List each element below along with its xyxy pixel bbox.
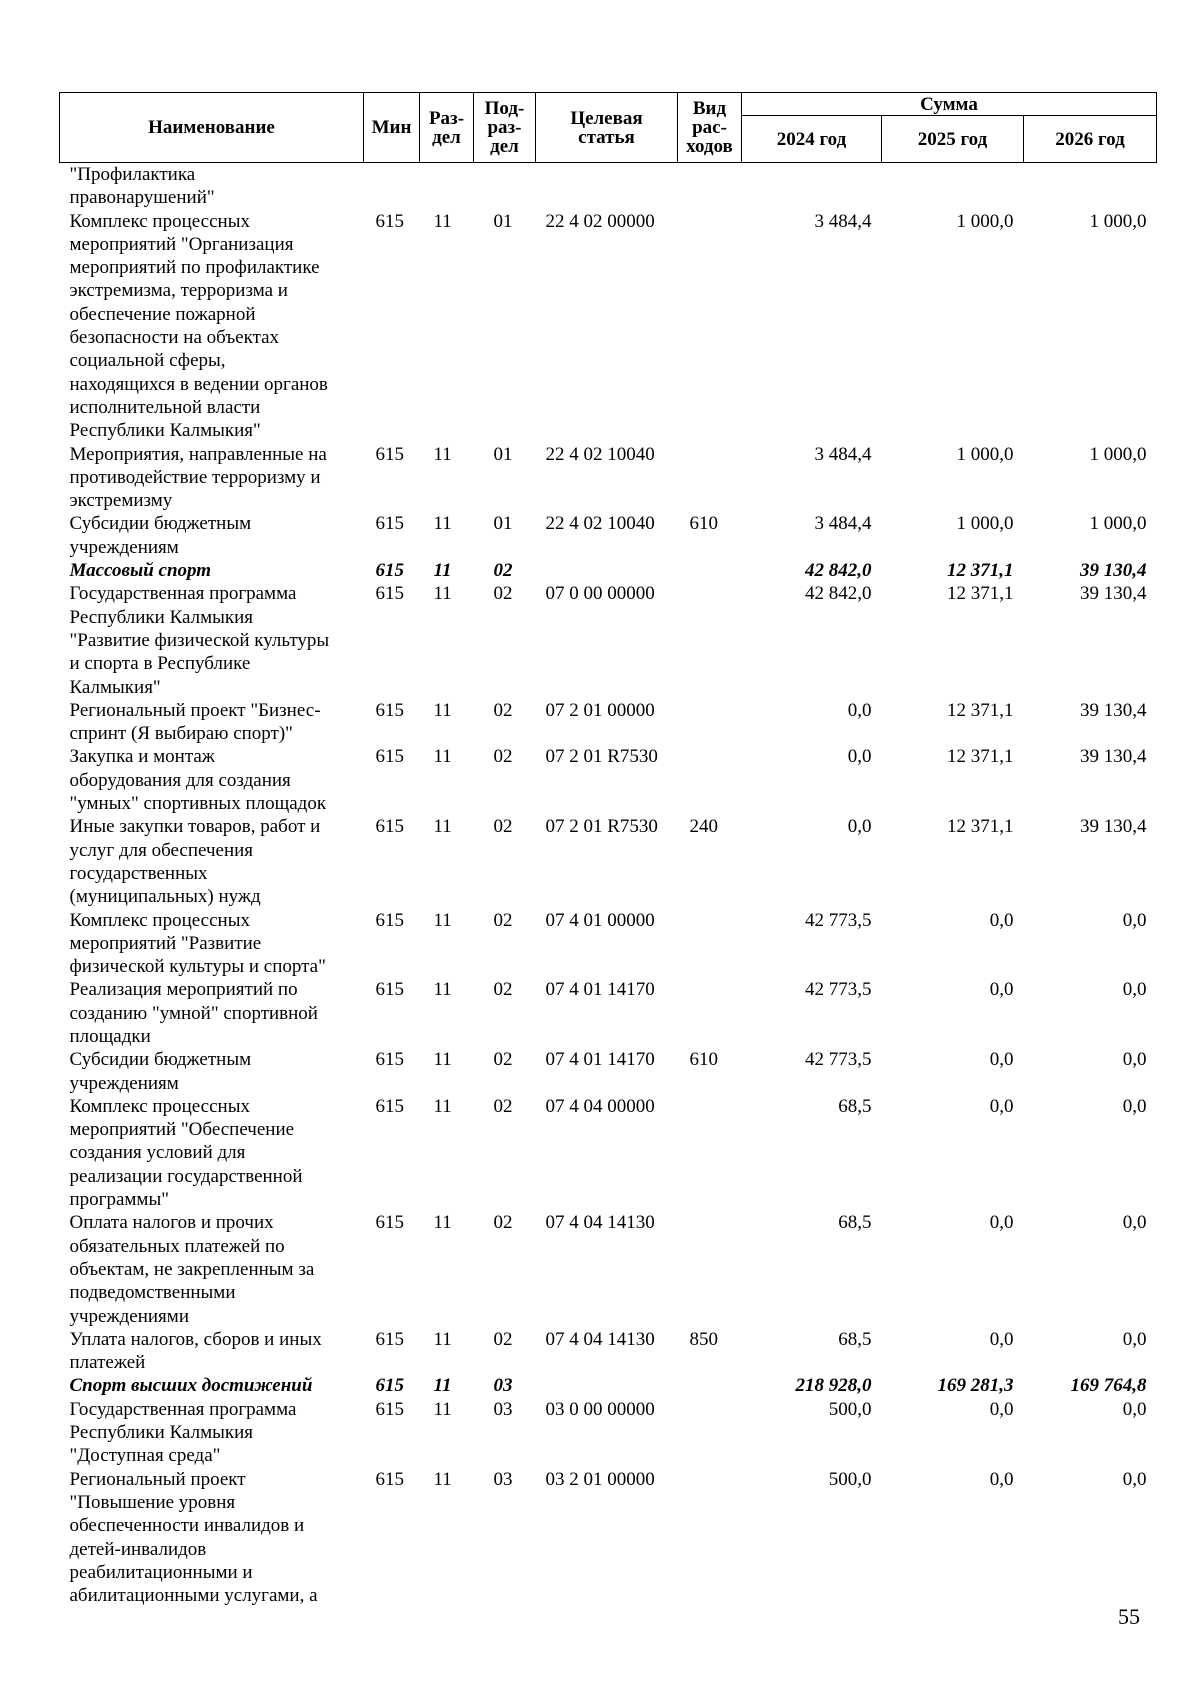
row-amount-2025: 0,0 <box>989 1398 1014 1420</box>
row-name: Субсидии бюджетным учреждениям <box>69 513 252 558</box>
row-podrazdel: 02 <box>493 560 513 582</box>
row-podrazdel: 01 <box>493 443 513 465</box>
row-name: Субсидии бюджетным учреждениям <box>69 1049 252 1094</box>
row-amount-2024: 3 484,4 <box>814 513 872 535</box>
row-amount-2026: 39 130,4 <box>1080 560 1147 582</box>
row-amount-2026: 1 000,0 <box>1089 210 1147 232</box>
table-row <box>60 815 1157 908</box>
row-amount-2025: 1 000,0 <box>956 443 1014 465</box>
page-number: 55 <box>1118 1604 1140 1629</box>
row-name: Мероприятия, направленные на противодействие терроризму и экстремизму <box>69 443 327 512</box>
row-amount-2024: 500,0 <box>828 1468 872 1490</box>
table-row <box>60 1398 1157 1468</box>
row-podrazdel: 02 <box>493 979 513 1001</box>
row-razdel: 11 <box>433 1328 452 1350</box>
row-ministry: 615 <box>375 816 404 838</box>
row-vid-rashodov <box>678 1398 742 1468</box>
row-podrazdel: 02 <box>493 816 513 838</box>
row-celevaya-statya: 07 4 04 14130 <box>545 1212 655 1234</box>
row-razdel: 11 <box>433 583 452 605</box>
row-amount-2025: 0,0 <box>989 1049 1014 1071</box>
table-header <box>60 93 1157 163</box>
row-celevaya-statya: 03 0 00 00000 <box>545 1398 655 1420</box>
row-vid-rashodov <box>678 559 742 582</box>
table-row <box>60 512 1157 559</box>
row-vid-rashodov <box>678 443 742 513</box>
table-row <box>60 443 1157 513</box>
row-vid-rashodov: 850 <box>689 1328 718 1350</box>
row-amount-2024: 42 842,0 <box>805 583 872 605</box>
row-vid-rashodov <box>678 163 742 210</box>
row-amount-2026: 0,0 <box>1122 1468 1147 1490</box>
row-ministry: 615 <box>375 979 404 1001</box>
row-name: Уплата налогов, сборов и иных платежей <box>69 1328 322 1374</box>
row-razdel: 11 <box>433 746 452 768</box>
row-vid-rashodov <box>678 909 742 979</box>
row-amount-2024: 500,0 <box>828 1398 872 1420</box>
row-amount-2025: 12 371,1 <box>947 816 1014 838</box>
header-name: Наименование <box>60 93 364 163</box>
row-vid-rashodov <box>678 1468 742 1608</box>
row-ministry: 615 <box>375 1375 404 1397</box>
table-row <box>60 1468 1157 1608</box>
row-vid-rashodov: 610 <box>689 1049 718 1071</box>
row-razdel: 11 <box>433 979 452 1001</box>
section-row <box>60 559 1157 582</box>
row-amount-2026: 0,0 <box>1122 1398 1147 1420</box>
row-amount-2025: 12 371,1 <box>947 746 1014 768</box>
row-name: Комплекс процессных мероприятий "Развитие физической культуры и спорта" <box>69 909 326 978</box>
row-razdel: 11 <box>433 1095 452 1117</box>
row-podrazdel: 03 <box>493 1375 513 1397</box>
row-amount-2025: 0,0 <box>989 1328 1014 1350</box>
row-name: "Профилактика правонарушений" <box>69 164 215 209</box>
table-row <box>60 582 1157 698</box>
row-podrazdel: 01 <box>493 210 513 232</box>
header-min: Мин <box>364 93 420 163</box>
row-amount-2025: 0,0 <box>989 909 1014 931</box>
row-amount-2025: 1 000,0 <box>956 210 1014 232</box>
row-celevaya-statya: 07 2 01 00000 <box>545 699 655 721</box>
row-celevaya-statya: 07 4 01 00000 <box>545 909 655 931</box>
row-amount-2026: 39 130,4 <box>1080 583 1147 605</box>
row-amount-2026: 169 764,8 <box>1070 1375 1147 1397</box>
row-amount-2024: 68,5 <box>838 1212 872 1234</box>
row-podrazdel: 03 <box>493 1398 513 1420</box>
row-celevaya-statya <box>536 163 678 210</box>
row-vid-rashodov <box>678 1095 742 1211</box>
row-podrazdel: 02 <box>493 583 513 605</box>
row-podrazdel: 02 <box>493 1328 513 1350</box>
row-podrazdel: 01 <box>493 513 513 535</box>
row-amount-2024: 0,0 <box>847 746 872 768</box>
table-row <box>60 1211 1157 1327</box>
row-ministry: 615 <box>375 1095 404 1117</box>
row-razdel: 11 <box>433 1375 452 1397</box>
row-podrazdel: 02 <box>493 1095 513 1117</box>
row-amount-2024: 3 484,4 <box>814 210 872 232</box>
row-ministry: 615 <box>375 1328 404 1350</box>
row-amount-2025: 0,0 <box>989 1468 1014 1490</box>
header-podrazdel: Под- раз- дел <box>474 93 536 163</box>
row-vid-rashodov <box>678 699 742 746</box>
row-celevaya-statya: 03 2 01 00000 <box>545 1468 655 1490</box>
row-razdel: 11 <box>433 909 452 931</box>
row-razdel: 11 <box>433 1398 452 1420</box>
row-amount-2025: 12 371,1 <box>947 583 1014 605</box>
row-amount-2026: 0,0 <box>1122 979 1147 1001</box>
table-row <box>60 1095 1157 1211</box>
header-vid-rashodov: Вид рас- ходов <box>678 93 742 163</box>
row-amount-2024 <box>742 163 882 210</box>
row-amount-2025 <box>882 163 1024 210</box>
section-row <box>60 1374 1157 1397</box>
row-vid-rashodov <box>678 582 742 698</box>
row-name: Закупка и монтаж оборудования для создания "умных" спортивных площадок <box>69 746 327 815</box>
row-name: Спорт высших достижений <box>69 1375 313 1397</box>
row-amount-2025: 12 371,1 <box>947 560 1014 582</box>
row-razdel: 11 <box>433 1468 452 1490</box>
row-name: Реализация мероприятий по созданию "умной" спортивной площадки <box>69 979 318 1047</box>
row-amount-2025: 0,0 <box>989 979 1014 1001</box>
row-vid-rashodov: 240 <box>689 816 718 838</box>
row-ministry: 615 <box>375 513 404 535</box>
row-celevaya-statya: 07 4 01 14170 <box>545 1049 655 1071</box>
row-razdel: 11 <box>433 560 452 582</box>
row-podrazdel: 02 <box>493 746 513 768</box>
row-amount-2026: 0,0 <box>1122 909 1147 931</box>
row-amount-2024: 42 773,5 <box>805 979 872 1001</box>
row-razdel <box>420 163 474 210</box>
row-podrazdel: 03 <box>493 1468 513 1490</box>
header-celevaya-statya: Целевая статья <box>536 93 678 163</box>
row-ministry: 615 <box>375 746 404 768</box>
row-amount-2026: 0,0 <box>1122 1095 1147 1117</box>
row-celevaya-statya: 22 4 02 10040 <box>545 513 655 535</box>
table-row <box>60 745 1157 815</box>
row-vid-rashodov <box>678 210 742 443</box>
row-amount-2024: 42 773,5 <box>805 1049 872 1071</box>
row-ministry: 615 <box>375 1398 404 1420</box>
table-row <box>60 699 1157 746</box>
row-amount-2024: 68,5 <box>838 1328 872 1350</box>
header-summa: Сумма <box>742 93 1157 116</box>
row-celevaya-statya: 07 4 04 14130 <box>545 1328 655 1350</box>
row-name: Государственная программа Республики Калмыкия "Доступная среда" <box>69 1398 297 1467</box>
row-amount-2024: 68,5 <box>838 1095 872 1117</box>
row-ministry: 615 <box>375 909 404 931</box>
row-name: Региональный проект "Повышение уровня обеспеченности инвалидов и детей-инвалидов реабилитационными и абилитационными услугами, а <box>69 1468 318 1607</box>
header-year-2026: 2026 год <box>1024 116 1157 163</box>
row-amount-2026: 39 130,4 <box>1080 816 1147 838</box>
table-row <box>60 1048 1157 1095</box>
row-vid-rashodov <box>678 1211 742 1327</box>
row-name: Региональный проект "Бизнес- спринт (Я выбираю спорт)" <box>69 699 321 745</box>
row-vid-rashodov: 610 <box>689 513 718 535</box>
row-ministry: 615 <box>375 699 404 721</box>
row-amount-2024: 42 773,5 <box>805 909 872 931</box>
row-amount-2025: 169 281,3 <box>937 1375 1014 1397</box>
row-celevaya-statya <box>536 559 678 582</box>
row-celevaya-statya: 07 4 01 14170 <box>545 979 655 1001</box>
row-amount-2025: 0,0 <box>989 1095 1014 1117</box>
row-name: Массовый спорт <box>69 560 212 582</box>
row-amount-2025: 0,0 <box>989 1212 1014 1234</box>
row-celevaya-statya: 07 0 00 00000 <box>545 583 655 605</box>
row-celevaya-statya: 07 4 04 00000 <box>545 1095 655 1117</box>
row-ministry: 615 <box>375 583 404 605</box>
row-razdel: 11 <box>433 816 452 838</box>
row-amount-2025: 1 000,0 <box>956 513 1014 535</box>
row-ministry: 615 <box>375 210 404 232</box>
row-amount-2026: 1 000,0 <box>1089 513 1147 535</box>
row-amount-2026: 0,0 <box>1122 1049 1147 1071</box>
row-ministry: 615 <box>375 560 404 582</box>
row-vid-rashodov <box>678 978 742 1048</box>
row-celevaya-statya <box>536 1374 678 1397</box>
header-razdel: Раз- дел <box>420 93 474 163</box>
row-name: Государственная программа Республики Калмыкия "Развитие физической культуры и спорта в Республике Калмыкия" <box>69 583 330 698</box>
row-celevaya-statya: 22 4 02 10040 <box>545 443 655 465</box>
row-razdel: 11 <box>433 210 452 232</box>
row-amount-2024: 218 928,0 <box>795 1375 872 1397</box>
table-row <box>60 210 1157 443</box>
table-row <box>60 978 1157 1048</box>
row-podrazdel: 02 <box>493 1212 513 1234</box>
row-celevaya-statya: 22 4 02 00000 <box>545 210 655 232</box>
table-row <box>60 1328 1157 1375</box>
table-row <box>60 909 1157 979</box>
row-ministry: 615 <box>375 443 404 465</box>
row-name: Оплата налогов и прочих обязательных платежей по объектам, не закрепленным за подведомственными учреждениями <box>69 1212 315 1327</box>
row-amount-2024: 42 842,0 <box>805 560 872 582</box>
table-body <box>60 163 1157 1608</box>
row-podrazdel: 02 <box>493 1049 513 1071</box>
row-amount-2025: 12 371,1 <box>947 699 1014 721</box>
row-vid-rashodov <box>678 745 742 815</box>
budget-table <box>59 92 1157 1607</box>
row-name: Комплекс процессных мероприятий "Обеспечение создания условий для реализации государственной программы" <box>69 1095 303 1211</box>
row-amount-2026: 39 130,4 <box>1080 699 1147 721</box>
row-name: Комплекс процессных мероприятий "Организация мероприятий по профилактике экстремизма, терроризма и обеспечение пожарной безопасности на объектах социальной сферы, находящихся в ведении органов исполнительной власти Республики Калмыкия" <box>69 210 328 442</box>
row-ministry: 615 <box>375 1049 404 1071</box>
row-celevaya-statya: 07 2 01 R7530 <box>545 816 658 838</box>
row-amount-2024: 0,0 <box>847 816 872 838</box>
row-amount-2026: 0,0 <box>1122 1212 1147 1234</box>
row-name: Иные закупки товаров, работ и услуг для обеспечения государственных (муниципальных) нужд <box>69 816 321 908</box>
row-ministry: 615 <box>375 1468 404 1490</box>
row-podrazdel: 02 <box>493 909 513 931</box>
row-ministry <box>364 163 420 210</box>
budget-table-page <box>59 92 1156 1607</box>
row-razdel: 11 <box>433 443 452 465</box>
row-razdel: 11 <box>433 513 452 535</box>
row-amount-2026: 1 000,0 <box>1089 443 1147 465</box>
header-year-2024: 2024 год <box>742 116 882 163</box>
row-vid-rashodov <box>678 1374 742 1397</box>
row-amount-2024: 0,0 <box>847 699 872 721</box>
row-celevaya-statya: 07 2 01 R7530 <box>545 746 658 768</box>
row-ministry: 615 <box>375 1212 404 1234</box>
row-podrazdel <box>474 163 536 210</box>
row-razdel: 11 <box>433 1212 452 1234</box>
row-razdel: 11 <box>433 699 452 721</box>
row-razdel: 11 <box>433 1049 452 1071</box>
table-row <box>60 163 1157 210</box>
row-amount-2024: 3 484,4 <box>814 443 872 465</box>
row-amount-2026 <box>1024 163 1157 210</box>
row-amount-2026: 39 130,4 <box>1080 746 1147 768</box>
row-podrazdel: 02 <box>493 699 513 721</box>
header-year-2025: 2025 год <box>882 116 1024 163</box>
row-amount-2026: 0,0 <box>1122 1328 1147 1350</box>
